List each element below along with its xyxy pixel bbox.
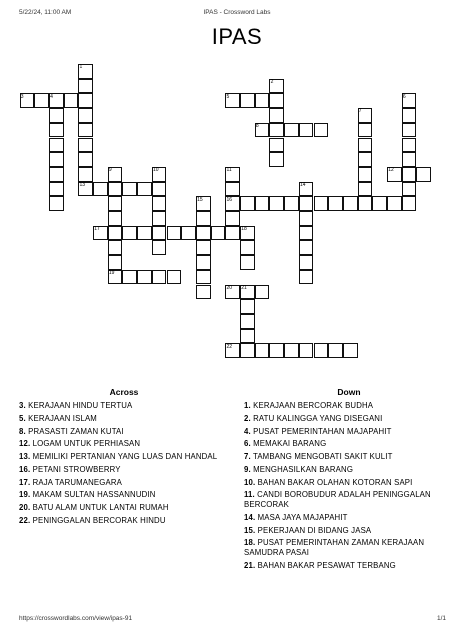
clue-down-4: [244, 452, 454, 462]
clue-text: CANDI BOROBUDUR ADALAH PENINGGALAN BERCORAK: [244, 490, 431, 510]
grid-cell[interactable]: [328, 343, 343, 358]
grid-cell[interactable]: [152, 226, 167, 241]
clue-text: MASA JAYA MAJAPAHIT: [255, 512, 348, 522]
grid-cell[interactable]: [240, 314, 255, 329]
grid-number-10: 10: [153, 167, 159, 174]
clue-across-6: [19, 478, 229, 488]
grid-cell[interactable]: [152, 240, 167, 255]
grid-cell[interactable]: [284, 343, 299, 358]
grid-cell[interactable]: [196, 270, 211, 285]
grid-number-14: 14: [300, 181, 306, 188]
print-datetime: 5/22/24, 11:00 AM: [19, 9, 72, 16]
clue-text: KERAJAAN BERCORAK BUDHA: [250, 401, 374, 410]
grid-cell[interactable]: [402, 182, 417, 197]
grid-cell[interactable]: [211, 226, 226, 241]
grid-cell[interactable]: [240, 343, 255, 358]
grid-number-7: 7: [358, 108, 362, 115]
grid-cell[interactable]: [299, 240, 314, 255]
grid-cell[interactable]: [196, 240, 211, 255]
clue-text: PETANI STROWBERRY: [30, 464, 121, 474]
grid-cell[interactable]: [64, 93, 79, 108]
clue-down-2: [244, 427, 454, 437]
grid-cell[interactable]: [314, 343, 329, 358]
down-clues: [244, 387, 454, 574]
grid-cell[interactable]: [402, 196, 417, 211]
grid-cell[interactable]: [269, 152, 284, 167]
clue-text: MEMAKAI BARANG: [250, 439, 327, 449]
across-clue-list: [19, 401, 229, 526]
grid-number-2: 2: [270, 78, 274, 85]
clue-number: 9.: [244, 464, 251, 474]
grid-number-21: 21: [241, 284, 247, 291]
grid-cell[interactable]: [49, 108, 64, 123]
grid-cell[interactable]: [225, 226, 240, 241]
clue-number: 20.: [19, 503, 31, 513]
clue-number: 10.: [244, 477, 256, 487]
grid-cell[interactable]: [358, 123, 373, 138]
across-heading: Across: [109, 387, 139, 397]
grid-cell[interactable]: [255, 343, 270, 358]
grid-cell[interactable]: [78, 167, 93, 182]
clue-text: MAKAM SULTAN HASSANNUDIN: [30, 490, 156, 500]
grid-number-22: 22: [226, 343, 233, 350]
clue-text: MEMILIKI PERTANIAN YANG LUAS DAN HANDAL: [30, 452, 218, 462]
grid-cell[interactable]: [196, 285, 211, 300]
clue-down-10: [244, 538, 454, 557]
grid-cell[interactable]: [358, 196, 373, 211]
clue-number: 21.: [244, 560, 256, 570]
grid-cell[interactable]: [402, 123, 417, 138]
clue-across-8: [19, 503, 229, 513]
grid-cell[interactable]: [167, 226, 182, 241]
print-page-number: 1/1: [436, 615, 446, 622]
clue-text: TAMBANG MENGOBATI SAKIT KULIT: [250, 452, 393, 462]
grid-cell[interactable]: [240, 240, 255, 255]
grid-cell[interactable]: [78, 123, 93, 138]
grid-cell[interactable]: [299, 123, 314, 138]
grid-cell[interactable]: [49, 167, 64, 182]
clue-text: PENINGGALAN BERCORAK HINDU: [30, 516, 166, 526]
clue-across-3: [19, 439, 229, 449]
grid-number-18: 18: [241, 225, 247, 232]
grid-cell[interactable]: [181, 226, 196, 241]
clue-number: 6.: [244, 439, 251, 449]
clue-number: 19.: [19, 490, 31, 500]
clue-text: KERAJAAN HINDU TERTUA: [25, 401, 133, 410]
clue-number: 18.: [244, 538, 256, 548]
clue-down-7: [244, 490, 454, 509]
clue-across-9: [19, 516, 229, 526]
grid-cell[interactable]: [299, 211, 314, 226]
grid-cell[interactable]: [49, 123, 64, 138]
clue-text: MENGHASILKAN BARANG: [250, 464, 354, 474]
grid-cell[interactable]: [225, 182, 240, 197]
grid-cell[interactable]: [269, 93, 284, 108]
clue-number: 3.: [19, 401, 26, 410]
grid-cell[interactable]: [78, 138, 93, 153]
clue-number: 13.: [19, 452, 31, 462]
grid-number-19: 19: [108, 270, 115, 276]
grid-cell[interactable]: [49, 182, 64, 197]
clue-text: LOGAM UNTUK PERHIASAN: [30, 439, 141, 449]
grid-cell[interactable]: [122, 182, 137, 197]
grid-number-3: 3: [20, 93, 24, 100]
clue-across-5: [19, 465, 229, 475]
grid-cell[interactable]: [402, 108, 417, 123]
grid-number-15: 15: [197, 196, 203, 203]
clue-number: 17.: [19, 477, 31, 487]
grid-cell[interactable]: [299, 255, 314, 270]
grid-cell[interactable]: [358, 138, 373, 153]
grid-cell[interactable]: [152, 182, 167, 197]
print-page-title: IPAS - Crossword Labs: [203, 9, 271, 16]
grid-cell[interactable]: [269, 343, 284, 358]
print-url: https://crosswordlabs.com/view/ipas-91: [19, 615, 133, 622]
grid-cell[interactable]: [240, 196, 255, 211]
grid-cell[interactable]: [152, 270, 167, 285]
grid-cell[interactable]: [196, 255, 211, 270]
grid-cell[interactable]: [269, 123, 284, 138]
grid-cell[interactable]: [108, 182, 123, 197]
grid-cell[interactable]: [196, 226, 211, 241]
clue-down-11: [244, 561, 454, 571]
clue-down-3: [244, 439, 454, 449]
clue-number: 4.: [244, 426, 251, 436]
grid-cell[interactable]: [372, 196, 387, 211]
clue-number: 5.: [19, 413, 26, 423]
grid-cell[interactable]: [225, 211, 240, 226]
grid-cell[interactable]: [167, 270, 182, 285]
grid-cell[interactable]: [255, 93, 270, 108]
grid-number-9: 9: [108, 167, 112, 174]
grid-cell[interactable]: [328, 196, 343, 211]
clue-number: 11.: [244, 490, 255, 500]
clue-number: 12.: [19, 439, 31, 449]
grid-cell[interactable]: [240, 299, 255, 314]
grid-cell[interactable]: [299, 343, 314, 358]
clue-text: PEKERJAAN DI BIDANG JASA: [255, 525, 372, 535]
grid-cell[interactable]: [240, 255, 255, 270]
puzzle-title: IPAS: [211, 24, 263, 49]
clue-text: PUSAT PEMERINTAHAN MAJAPAHIT: [250, 426, 392, 436]
grid-cell[interactable]: [137, 226, 152, 241]
clue-across-0: [19, 401, 229, 411]
grid-cell[interactable]: [137, 270, 152, 285]
grid-number-12: 12: [388, 167, 394, 174]
clue-down-9: [244, 526, 454, 536]
grid-cell[interactable]: [240, 329, 255, 344]
grid-cell[interactable]: [255, 285, 270, 300]
clue-number: 2.: [244, 413, 251, 423]
clue-across-1: [19, 414, 229, 424]
grid-cell[interactable]: [314, 196, 329, 211]
clue-number: 22.: [19, 516, 31, 526]
clue-number: 14.: [244, 512, 256, 522]
grid-number-8: 8: [255, 123, 259, 129]
grid-number-4: 4: [50, 93, 53, 100]
grid-cell[interactable]: [255, 196, 270, 211]
grid-cell[interactable]: [93, 182, 108, 197]
grid-cell[interactable]: [269, 196, 284, 211]
clue-text: PUSAT PEMERINTAHAN ZAMAN KERAJAAN SAMUDRA PASAI: [244, 538, 425, 557]
grid-cell[interactable]: [299, 196, 314, 211]
grid-cell[interactable]: [416, 167, 431, 182]
clue-down-1: [244, 414, 454, 424]
grid-cell[interactable]: [34, 93, 49, 108]
grid-cell[interactable]: [78, 93, 93, 108]
grid-cell[interactable]: [343, 196, 358, 211]
grid-cell[interactable]: [122, 226, 137, 241]
grid-number-20: 20: [226, 284, 233, 291]
grid-cell[interactable]: [78, 152, 93, 167]
grid-cell[interactable]: [152, 211, 167, 226]
grid-cell[interactable]: [108, 196, 123, 211]
clue-text: BATU ALAM UNTUK LANTAI RUMAH: [30, 503, 169, 513]
clue-down-0: [244, 401, 454, 411]
grid-cell[interactable]: [108, 255, 123, 270]
clue-down-6: [244, 478, 454, 488]
clue-number: 16.: [19, 464, 31, 474]
grid-cell[interactable]: [49, 138, 64, 153]
grid-cell[interactable]: [196, 211, 211, 226]
grid-number-16: 16: [226, 196, 233, 203]
grid-cell[interactable]: [78, 108, 93, 123]
grid-cell[interactable]: [108, 226, 123, 241]
grid-cell[interactable]: [314, 123, 329, 138]
clue-text: BAHAN BAKAR PESAWAT TERBANG: [255, 560, 396, 570]
clue-across-4: [19, 452, 229, 462]
grid-cell[interactable]: [402, 167, 417, 182]
grid-cell[interactable]: [284, 123, 299, 138]
clue-down-5: [244, 465, 454, 475]
grid-cell[interactable]: [49, 152, 64, 167]
grid-number-13: 13: [79, 181, 86, 188]
grid-cell[interactable]: [299, 270, 314, 285]
grid-cell[interactable]: [137, 182, 152, 197]
grid-cell[interactable]: [358, 182, 373, 197]
clue-number: 15.: [244, 525, 256, 535]
clue-text: PRASASTI ZAMAN KUTAI: [25, 426, 124, 436]
grid-cell[interactable]: [358, 152, 373, 167]
grid-number-6: 6: [402, 93, 406, 100]
clue-down-8: [244, 513, 454, 523]
clue-text: RAJA TARUMANEGARA: [30, 477, 122, 487]
clue-across-7: [19, 490, 229, 500]
across-clues: [19, 387, 229, 529]
grid-cell[interactable]: [152, 196, 167, 211]
clue-number: 7.: [244, 452, 251, 462]
grid-number-11: 11: [226, 167, 232, 174]
grid-cell[interactable]: [358, 167, 373, 182]
grid-cell[interactable]: [240, 93, 255, 108]
down-clue-list: [244, 401, 454, 570]
grid-cell[interactable]: [78, 79, 93, 94]
grid-cell[interactable]: [402, 138, 417, 153]
grid-number-5: 5: [226, 93, 230, 100]
grid-cell[interactable]: [269, 108, 284, 123]
grid-cell[interactable]: [387, 196, 402, 211]
grid-number-17: 17: [94, 225, 100, 232]
clue-number: 8.: [19, 426, 26, 436]
clue-text: KERAJAAN ISLAM: [25, 413, 97, 423]
down-heading: Down: [337, 387, 361, 397]
grid-cell[interactable]: [49, 196, 64, 211]
grid-cell[interactable]: [108, 211, 123, 226]
grid-cell[interactable]: [108, 240, 123, 255]
grid-cell[interactable]: [269, 138, 284, 153]
clue-text: BAHAN BAKAR OLAHAN KOTORAN SAPI: [255, 477, 413, 487]
clue-across-2: [19, 427, 229, 437]
clue-number: 1.: [244, 401, 251, 410]
grid-number-1: 1: [79, 64, 83, 71]
grid-cell[interactable]: [343, 343, 358, 358]
grid-cell[interactable]: [402, 152, 417, 167]
clue-text: RATU KALINGGA YANG DISEGANI: [250, 413, 383, 423]
grid-cell[interactable]: [122, 270, 137, 285]
grid-cell[interactable]: [299, 226, 314, 241]
grid-cell[interactable]: [284, 196, 299, 211]
